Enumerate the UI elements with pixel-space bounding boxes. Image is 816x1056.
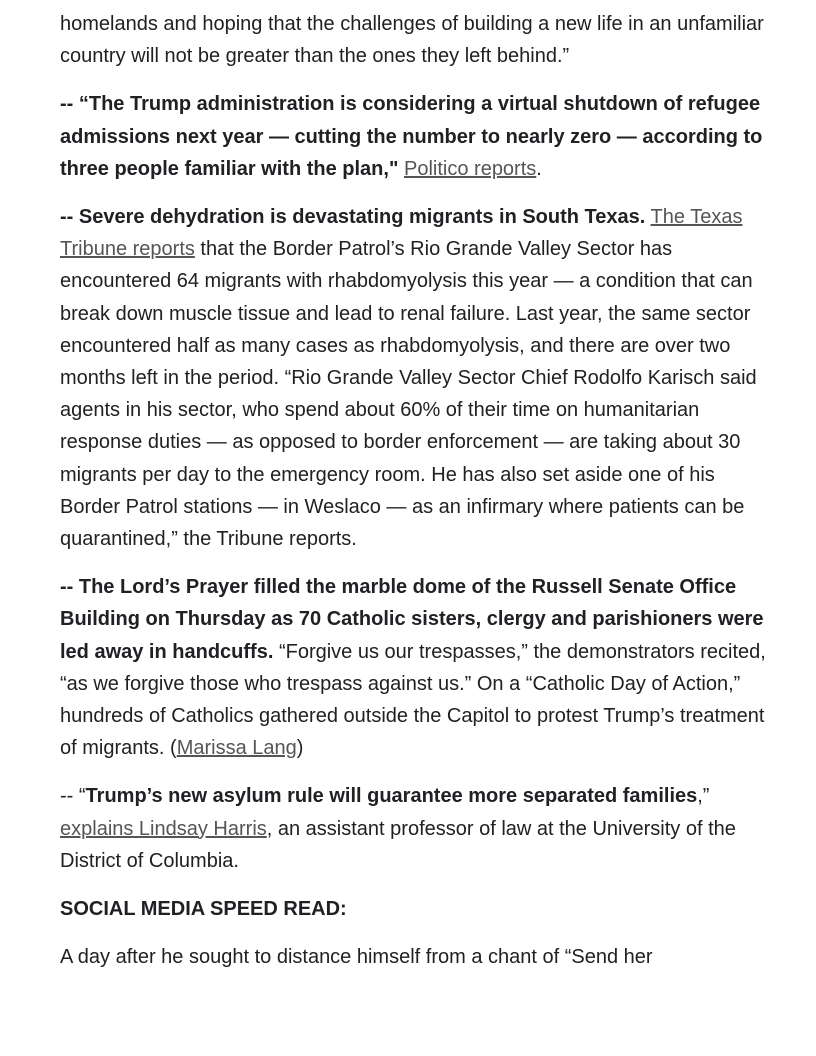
marissa-lang-link[interactable]: Marissa Lang — [176, 737, 297, 760]
paragraph-continuation — [60, 8, 766, 72]
paragraph-text: homelands and hoping that the challenges of building a new life in an unfamiliar country will not be greater than the ones they left behind.” — [60, 13, 764, 68]
paragraph-asylum-rule: -- “Trump’s new asylum rule will guarantee more separated families,” explains Lindsay Harris, an assistant professor of law at the University of the District of Columbia. — [60, 785, 736, 872]
paragraph-text: A day after he sought to distance himself from a chant of “Send her — [60, 946, 653, 969]
paragraph-text: “Forgive us our trespasses,” the demonstrators recited, “as we forgive those who trespass against us.” On a “Catholic Day of Action,” hundreds of Catholics gathered outside the Capitol to protest Trump’s treatment of migrants. ( — [60, 640, 766, 760]
texas-tribune-link[interactable]: The Texas Tribune reports — [60, 206, 743, 261]
politico-link[interactable]: Politico reports — [404, 157, 537, 180]
bold-lead: -- “The Trump administration is considering a virtual shutdown of refugee admissions next year — cutting the number to nearly zero — according to three people familiar with the plan," — [60, 93, 763, 180]
bold-lead: Trump’s new asylum rule will guarantee more separated families — [85, 785, 698, 808]
lindsay-harris-link[interactable]: explains Lindsay Harris — [60, 817, 267, 840]
paragraph-lords-prayer: -- The Lord’s Prayer filled the marble dome of the Russell Senate Office Building on Thursday as 70 Catholic sisters, clergy and parishioners were led away in handcuffs. “Forgive us our trespasses,” the demonstrators recited, “as we forgive those who trespass against us.” On a “Catholic Day of Action,” hundreds of Catholics gathered outside the Capitol to protest Trump’s treatment of migrants. (Marissa Lang) — [60, 576, 766, 760]
paragraph-text: , an assistant professor of law at the University of the District of Columbia. — [60, 817, 736, 872]
paragraph-social-media — [60, 941, 766, 973]
paragraph-text: that the Border Patrol’s Rio Grande Valley Sector has encountered 64 migrants with rhabdomyolysis this year — a condition that can break down muscle tissue and lead to renal failure. Last year, the same sector encountered half as many cases as rhabdomyolysis, and there are over two months left in the period. “Rio Grande Valley Sector Chief Rodolfo Karisch said agents in his sector, who spend about 60% of their time on humanitarian response duties — as opposed to border enforcement — are taking about 30 migrants per day to the emergency room. He has also set aside one of his Border Patrol stations — in Weslaco — as an infirmary where patients can be quarantined,” the Tribune reports. — [60, 238, 757, 551]
paragraph-refugee-admissions: -- “The Trump administration is considering a virtual shutdown of refugee admissions next year — cutting the number to nearly zero — according to three people familiar with the plan," Politico reports. — [60, 93, 763, 180]
article-body — [60, 8, 766, 989]
section-heading: SOCIAL MEDIA SPEED READ: — [60, 898, 347, 921]
paragraph-dehydration — [60, 201, 766, 555]
bold-lead: -- The Lord’s Prayer filled the marble dome of the Russell Senate Office Building on Thursday as 70 Catholic sisters, clergy and parishioners were led away in handcuffs. — [60, 576, 764, 663]
bold-lead: -- Severe dehydration is devastating migrants in South Texas. — [60, 206, 646, 229]
